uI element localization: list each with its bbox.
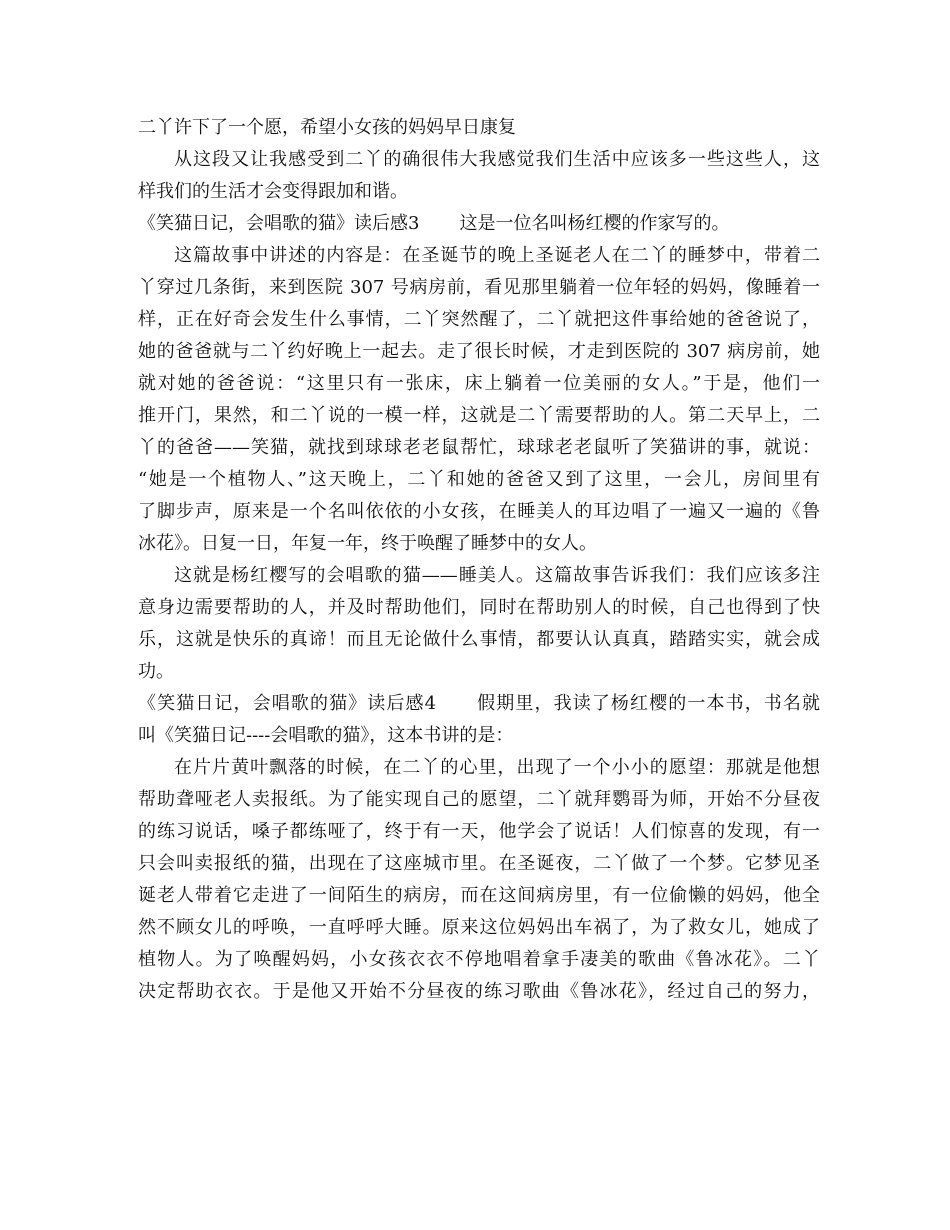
text-line: 推开门，果然，和二丫说的一模一样，这就是二丫需要帮助的人。第二天早上，二 xyxy=(138,405,820,426)
text-line: “她是一个植物人、”这天晚上，二丫和她的爸爸又到了这里，一会儿，房间里有 xyxy=(138,469,820,490)
text-line: 从这段又让我感受到二丫的确很伟大我感觉我们生活中应该多一些这些人，这 xyxy=(174,149,820,170)
section-heading-3 xyxy=(138,208,820,240)
text-line: 只会叫卖报纸的猫，出现在了这座城市里。在圣诞夜，二丫做了一个梦。它梦见圣 xyxy=(138,853,820,874)
text-line: 的练习说话，嗓子都练哑了，终于有一天，他学会了说话！人们惊喜的发现，有一 xyxy=(138,821,820,842)
text-line: 丫穿过几条街，来到医院 307 号病房前，看见那里躺着一位年轻的妈妈，像睡着一 xyxy=(138,277,820,298)
heading-rest: 这是一位名叫杨红樱的作家写的。 xyxy=(459,213,730,234)
text-line: 样我们的生活才会变得跟加和谐。 xyxy=(138,181,408,202)
text-line: 意身边需要帮助的人，并及时帮助他们，同时在帮助别人的时候，自己也得到了快 xyxy=(138,597,820,618)
text-line: 冰花》。日复一日，年复一年，终于唤醒了睡梦中的女人。 xyxy=(138,533,597,554)
text-line: 就对她的爸爸说：“这里只有一张床，床上躺着一位美丽的女人。”于是，他们一 xyxy=(138,373,820,394)
text-line: 决定帮助衣衣。于是他又开始不分昼夜的练习歌曲《鲁冰花》，经过自己的努力， xyxy=(138,981,820,1002)
text-line: 这就是杨红樱写的会唱歌的猫——睡美人。这篇故事告诉我们：我们应该多注 xyxy=(174,565,820,586)
text-line: 二丫许下了一个愿，希望小女孩的妈妈早日康复 xyxy=(138,117,516,138)
text-line: 这篇故事中讲述的内容是：在圣诞节的晚上圣诞老人在二丫的睡梦中，带着二 xyxy=(174,245,820,266)
text-line: 诞老人带着它走进了一间陌生的病房，而在这间病房里，有一位偷懒的妈妈，他全 xyxy=(138,885,820,906)
text-line: 了脚步声，原来是一个名叫依依的小女孩，在睡美人的耳边唱了一遍又一遍的《鲁 xyxy=(138,501,820,522)
text-line: 丫的爸爸——笑猫，就找到球球老老鼠帮忙，球球老老鼠听了笑猫讲的事，就说： xyxy=(138,437,820,458)
text-line: 乐，这就是快乐的真谛！而且无论做什么事情，都要认认真真，踏踏实实，就会成 xyxy=(138,629,820,650)
section-heading-4 xyxy=(138,688,820,720)
text-line: 然不顾女儿的呼唤，一直呼呼大睡。原来这位妈妈出车祸了，为了救女儿，她成了 xyxy=(138,917,820,938)
text-line: 叫《笑猫日记----会唱歌的猫》，这本书讲的是： xyxy=(138,725,514,746)
text-line: 样，正在好奇会发生什么事情，二丫突然醒了，二丫就把这件事给她的爸爸说了， xyxy=(138,309,820,330)
heading-title: 《笑猫日记，会唱歌的猫》读后感4 xyxy=(138,693,437,714)
text-line: 帮助聋哑老人卖报纸。为了能实现自己的愿望，二丫就拜鹦哥为师，开始不分昼夜 xyxy=(138,789,820,810)
heading-rest: 假期里，我读了杨红樱的一本书，书名就 xyxy=(476,693,821,714)
text-line: 功。 xyxy=(138,661,174,682)
text-line: 在片片黄叶飘落的时候，在二丫的心里，出现了一个小小的愿望：那就是他想 xyxy=(174,757,820,778)
text-line: 她的爸爸就与二丫约好晚上一起去。走了很长时候，才走到医院的 307 病房前，她 xyxy=(138,341,820,362)
heading-title: 《笑猫日记，会唱歌的猫》读后感3 xyxy=(138,213,420,234)
text-line: 植物人。为了唤醒妈妈，小女孩衣衣不停地唱着拿手凄美的歌曲《鲁冰花》。二丫 xyxy=(138,949,820,970)
document-page xyxy=(138,112,820,1008)
